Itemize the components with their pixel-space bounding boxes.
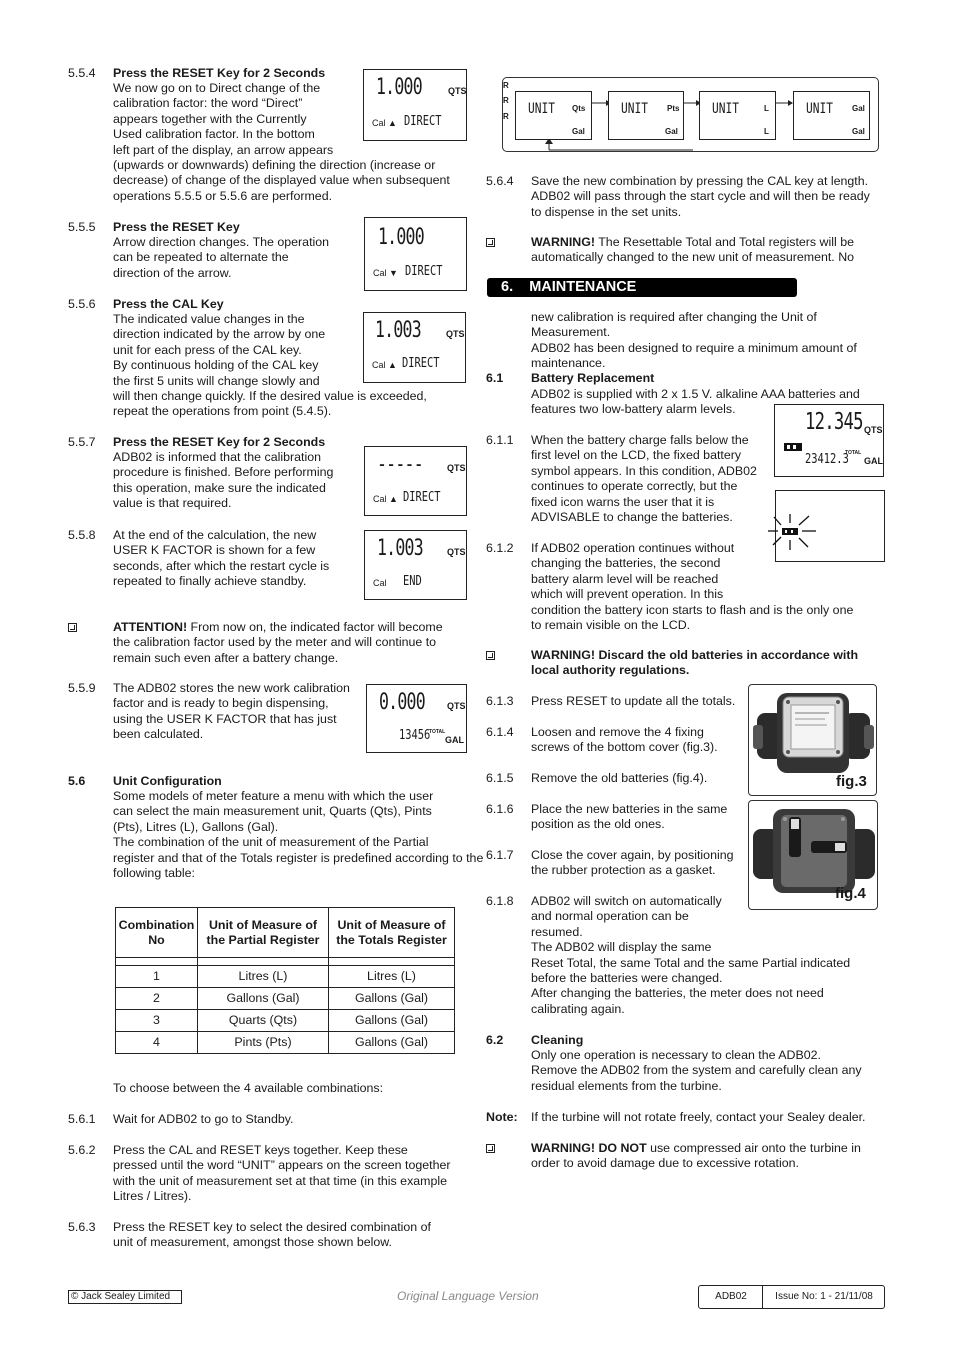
paragraph: new calibration is required after changing the Unit of Measurement. ADB02 has been designed to require a minimum amount of maintenance. xyxy=(531,310,857,371)
paragraph: To choose between the 4 available combinations: xyxy=(113,1081,384,1095)
attention-note: ATTENTION! From now on, the indicated factor will become the calibration factor used by the meter and will continue to remain such even after a battery change. xyxy=(113,620,443,665)
section-number: 5.6 xyxy=(68,774,86,788)
table-header: Unit of Measure of the Totals Register xyxy=(329,908,455,958)
table-header: Unit of Measure of the Partial Register xyxy=(198,908,329,958)
checkbox-bullet-icon xyxy=(486,651,495,660)
table-header: Combination No xyxy=(116,908,198,958)
table-row: 4 Pints (Pts) Gallons (Gal) xyxy=(116,1032,455,1054)
section-body: Arrow direction changes. The operation can be repeated to alternate the direction of the arrow. xyxy=(113,235,330,280)
section-title: Press the CAL Key xyxy=(113,297,224,311)
section-number: 5.6.1 xyxy=(68,1112,96,1126)
section-body: Press the CAL and RESET keys together. Keep these pressed until the word “UNIT” appears on the screen together with the unit of measurement set at that time (in this example Litres / Litres). xyxy=(113,1143,451,1204)
section-title: Press the RESET Key xyxy=(113,220,240,234)
section-body: The ADB02 stores the new work calibration factor and is ready to begin dispensing, using the USER K FACTOR that has just been calculated. xyxy=(113,681,350,742)
section-body: Save the new combination by pressing the CAL key at length. ADB02 will pass through the start cycle and will then be ready to dispense in the set units. xyxy=(531,174,870,219)
section-body: Only one operation is necessary to clean the ADB02. Remove the ADB02 from the system and carefully clean any residual elements from the turbine. xyxy=(531,1048,862,1093)
section-body: Loosen and remove the 4 fixing screws of the bottom cover (fig.3). xyxy=(531,725,718,755)
table-row: 1 Litres (L) Litres (L) xyxy=(116,966,455,988)
unit-cycle-diagram xyxy=(502,77,879,152)
lcd-value: 1.003 xyxy=(377,536,423,561)
section-number: 6.2 xyxy=(486,1033,504,1047)
section-body: When the battery charge falls below the first level on the LCD, the fixed battery symbol appears. In this condition, ADB02 continues to operate correctly, but the fixed icon warns the user that it is ADVISABLE to change the batteries. xyxy=(531,433,757,525)
section-title: Press the RESET Key for 2 Seconds xyxy=(113,66,326,80)
lcd-mode: DIRECT xyxy=(402,356,440,371)
section-title: Press the RESET Key for 2 Seconds xyxy=(113,435,326,449)
section-number: 5.5.8 xyxy=(68,528,96,542)
table-row: 3 Quarts (Qts) Gallons (Gal) xyxy=(116,1010,455,1032)
footer-language-note: Original Language Version xyxy=(397,1289,539,1303)
reset-arrow-label: R xyxy=(503,81,509,90)
section-body: Close the cover again, by positioning the rubber protection as a gasket. xyxy=(531,848,734,878)
lcd-mode: DIRECT xyxy=(404,114,442,129)
section-body: Press the RESET key to select the desired combination of unit of measurement, amongst those shown below. xyxy=(113,1220,431,1250)
lcd-unit: QTS xyxy=(447,463,466,473)
lcd-display: 1.003 QTS Cal ▲ DIRECT xyxy=(363,312,466,383)
lcd-display xyxy=(366,684,467,753)
section-number: 6.1.7 xyxy=(486,848,514,862)
lcd-unit: QTS xyxy=(447,547,466,557)
lcd-mode: END xyxy=(403,574,422,589)
warning-note: WARNING! The Resettable Total and Total registers will be automatically changed to the new unit of measurement. No xyxy=(531,235,855,265)
footer-model: ADB02 xyxy=(715,1291,747,1302)
section-body: Remove the old batteries (fig.4). xyxy=(531,771,708,785)
reset-arrow-label: R xyxy=(503,96,509,106)
lcd-unit: QTS xyxy=(446,329,465,339)
lcd-total-label: TOTAL xyxy=(429,729,446,735)
section-number: 5.5.6 xyxy=(68,297,96,311)
arrow-down-icon: ▼ xyxy=(389,268,398,278)
lcd-value: 1.003 xyxy=(375,318,421,343)
unit-lcd: UNIT Pts Gal xyxy=(608,91,684,140)
section-number: 6.1.3 xyxy=(486,694,514,708)
section-number: 5.6.3 xyxy=(68,1220,96,1234)
lcd-unit: QTS xyxy=(864,425,883,435)
unit-combination-table xyxy=(115,907,455,1054)
section-number: 6.1.5 xyxy=(486,771,514,785)
section-number: 6.1.2 xyxy=(486,541,514,555)
section-number: 6.1.6 xyxy=(486,802,514,816)
section-number: 5.5.9 xyxy=(68,681,96,695)
note-label: Note: xyxy=(486,1110,518,1124)
warning-note: WARNING! Discard the old batteries in accordance with local authority regulations. xyxy=(531,648,859,678)
arrow-up-icon: ▲ xyxy=(388,118,397,128)
section-body: ADB02 will switch on automatically and normal operation can be resumed. The ADB02 will display the same Reset Total, the same Total and the same Partial indicated before the batteries were changed. After changing the batteries, the meter does not need calibrating again. xyxy=(531,894,851,1016)
lcd-value: 12.345 xyxy=(805,409,863,435)
checkbox-bullet-icon xyxy=(486,238,495,247)
section-body: Some models of meter feature a menu with which the user can select the main measurement unit, Quarts (Qts), Pints (Pts), Litres (L), Gallons (Gal). The combination of the unit of measurement of the Partial register and that of the Totals register is predefined according to the following table: xyxy=(113,789,484,881)
lcd-display xyxy=(774,404,884,477)
section-title: Cleaning xyxy=(531,1033,584,1047)
lcd-total-unit: GAL xyxy=(445,735,464,745)
note-text: If the turbine will not rotate freely, contact your Sealey dealer. xyxy=(531,1110,866,1124)
figure-label: fig.3 xyxy=(836,773,867,790)
unit-lcd: UNIT L L xyxy=(699,91,776,140)
section-body: ADB02 is informed that the calibration procedure is finished. Before performing this operation, make sure the indicated value is that required. xyxy=(113,450,334,511)
arrow-up-icon: ▲ xyxy=(389,494,398,504)
figure-label: fig.4 xyxy=(835,885,866,902)
lcd-total: 23412.3 xyxy=(805,452,849,467)
section-number: 6.1.1 xyxy=(486,433,514,447)
section-body: Place the new batteries in the same position as the old ones. xyxy=(531,802,728,832)
lcd-value: 0.000 xyxy=(379,690,425,715)
section-heading-maintenance: 6. MAINTENANCE xyxy=(487,278,797,297)
lcd-value: 1.000 xyxy=(376,75,422,100)
section-body: If ADB02 operation continues without changing the batteries, the second battery alarm level will be reached which will prevent operation. In this condition the battery icon starts to flash and is the only one to remain visible on the LCD. xyxy=(531,541,854,633)
section-body: Press RESET to update all the totals. xyxy=(531,694,736,708)
footer-info-box xyxy=(698,1285,885,1309)
copyright-box: © Jack Sealey Limited xyxy=(68,1290,182,1304)
section-number: 6.1 xyxy=(486,371,504,385)
section-number: 6.1.4 xyxy=(486,725,514,739)
lcd-value: ----- xyxy=(377,452,423,477)
section-number: 5.6.2 xyxy=(68,1143,96,1157)
lcd-total-label: TOTAL xyxy=(845,450,862,456)
lcd-display: 1.000 Cal ▼ DIRECT xyxy=(364,217,467,291)
section-title: Battery Replacement xyxy=(531,371,655,385)
battery-icon xyxy=(784,443,802,451)
section-number: 5.6.4 xyxy=(486,174,514,188)
warning-note: WARNING! DO NOT use compressed air onto the turbine in order to avoid damage due to excessive rotation. xyxy=(531,1141,861,1171)
reset-arrow-label: R xyxy=(503,111,509,121)
lcd-display: 1.000 QTS Cal ▲ DIRECT xyxy=(363,69,467,141)
lcd-display: ----- QTS Cal ▲ DIRECT xyxy=(364,446,467,516)
checkbox-bullet-icon xyxy=(486,1144,495,1153)
lcd-mode: DIRECT xyxy=(405,264,443,279)
section-number: 5.5.4 xyxy=(68,66,96,80)
checkbox-bullet-icon xyxy=(68,623,77,632)
section-title: Unit Configuration xyxy=(113,774,222,788)
lcd-total-unit: GAL xyxy=(864,456,883,466)
section-body: The indicated value changes in the direction indicated by the arrow by one unit for each press of the CAL key. By continuous holding of the CAL key the first 5 units will change slowly and will then change quickly. If the desired value is exceeded, repeat the operations from point (5.4.5). xyxy=(113,312,427,419)
lcd-mode: DIRECT xyxy=(403,490,441,505)
section-body: Wait for ADB02 to go to Standby. xyxy=(113,1112,294,1126)
lcd-display: 1.003 QTS Cal END xyxy=(364,530,467,600)
section-number: 5.5.7 xyxy=(68,435,96,449)
section-body: We now go on to Direct change of the calibration factor: the word “Direct” appears together with the Currently Used calibration factor. In the bottom left part of the display, an arrow appears (upwards or downwards) defining the direction (increase or decrease) of change of the displayed value when subsequent operations 5.5.5 or 5.5.6 are performed. xyxy=(113,81,450,203)
lcd-unit: QTS xyxy=(447,701,466,711)
lcd-unit: QTS xyxy=(448,86,467,96)
section-number: 6.1.8 xyxy=(486,894,514,908)
section-body: At the end of the calculation, the new USER K FACTOR is shown for a few seconds, after which the restart cycle is repeated to finally achieve standby. xyxy=(113,528,330,589)
arrow-up-icon: ▲ xyxy=(388,360,397,370)
lcd-total: 13456 xyxy=(399,728,431,743)
section-number: 5.5.5 xyxy=(68,220,96,234)
unit-lcd: UNIT Qts Gal xyxy=(515,91,592,140)
table-row: 2 Gallons (Gal) Gallons (Gal) xyxy=(116,988,455,1010)
footer-issue: Issue No: 1 - 21/11/08 xyxy=(775,1291,873,1302)
unit-lcd: UNIT Gal Gal xyxy=(793,91,870,140)
section-body: ADB02 is supplied with 2 x 1.5 V. alkaline AAA batteries and features two low-battery alarm levels. xyxy=(531,387,860,417)
lcd-value: 1.000 xyxy=(378,225,424,250)
